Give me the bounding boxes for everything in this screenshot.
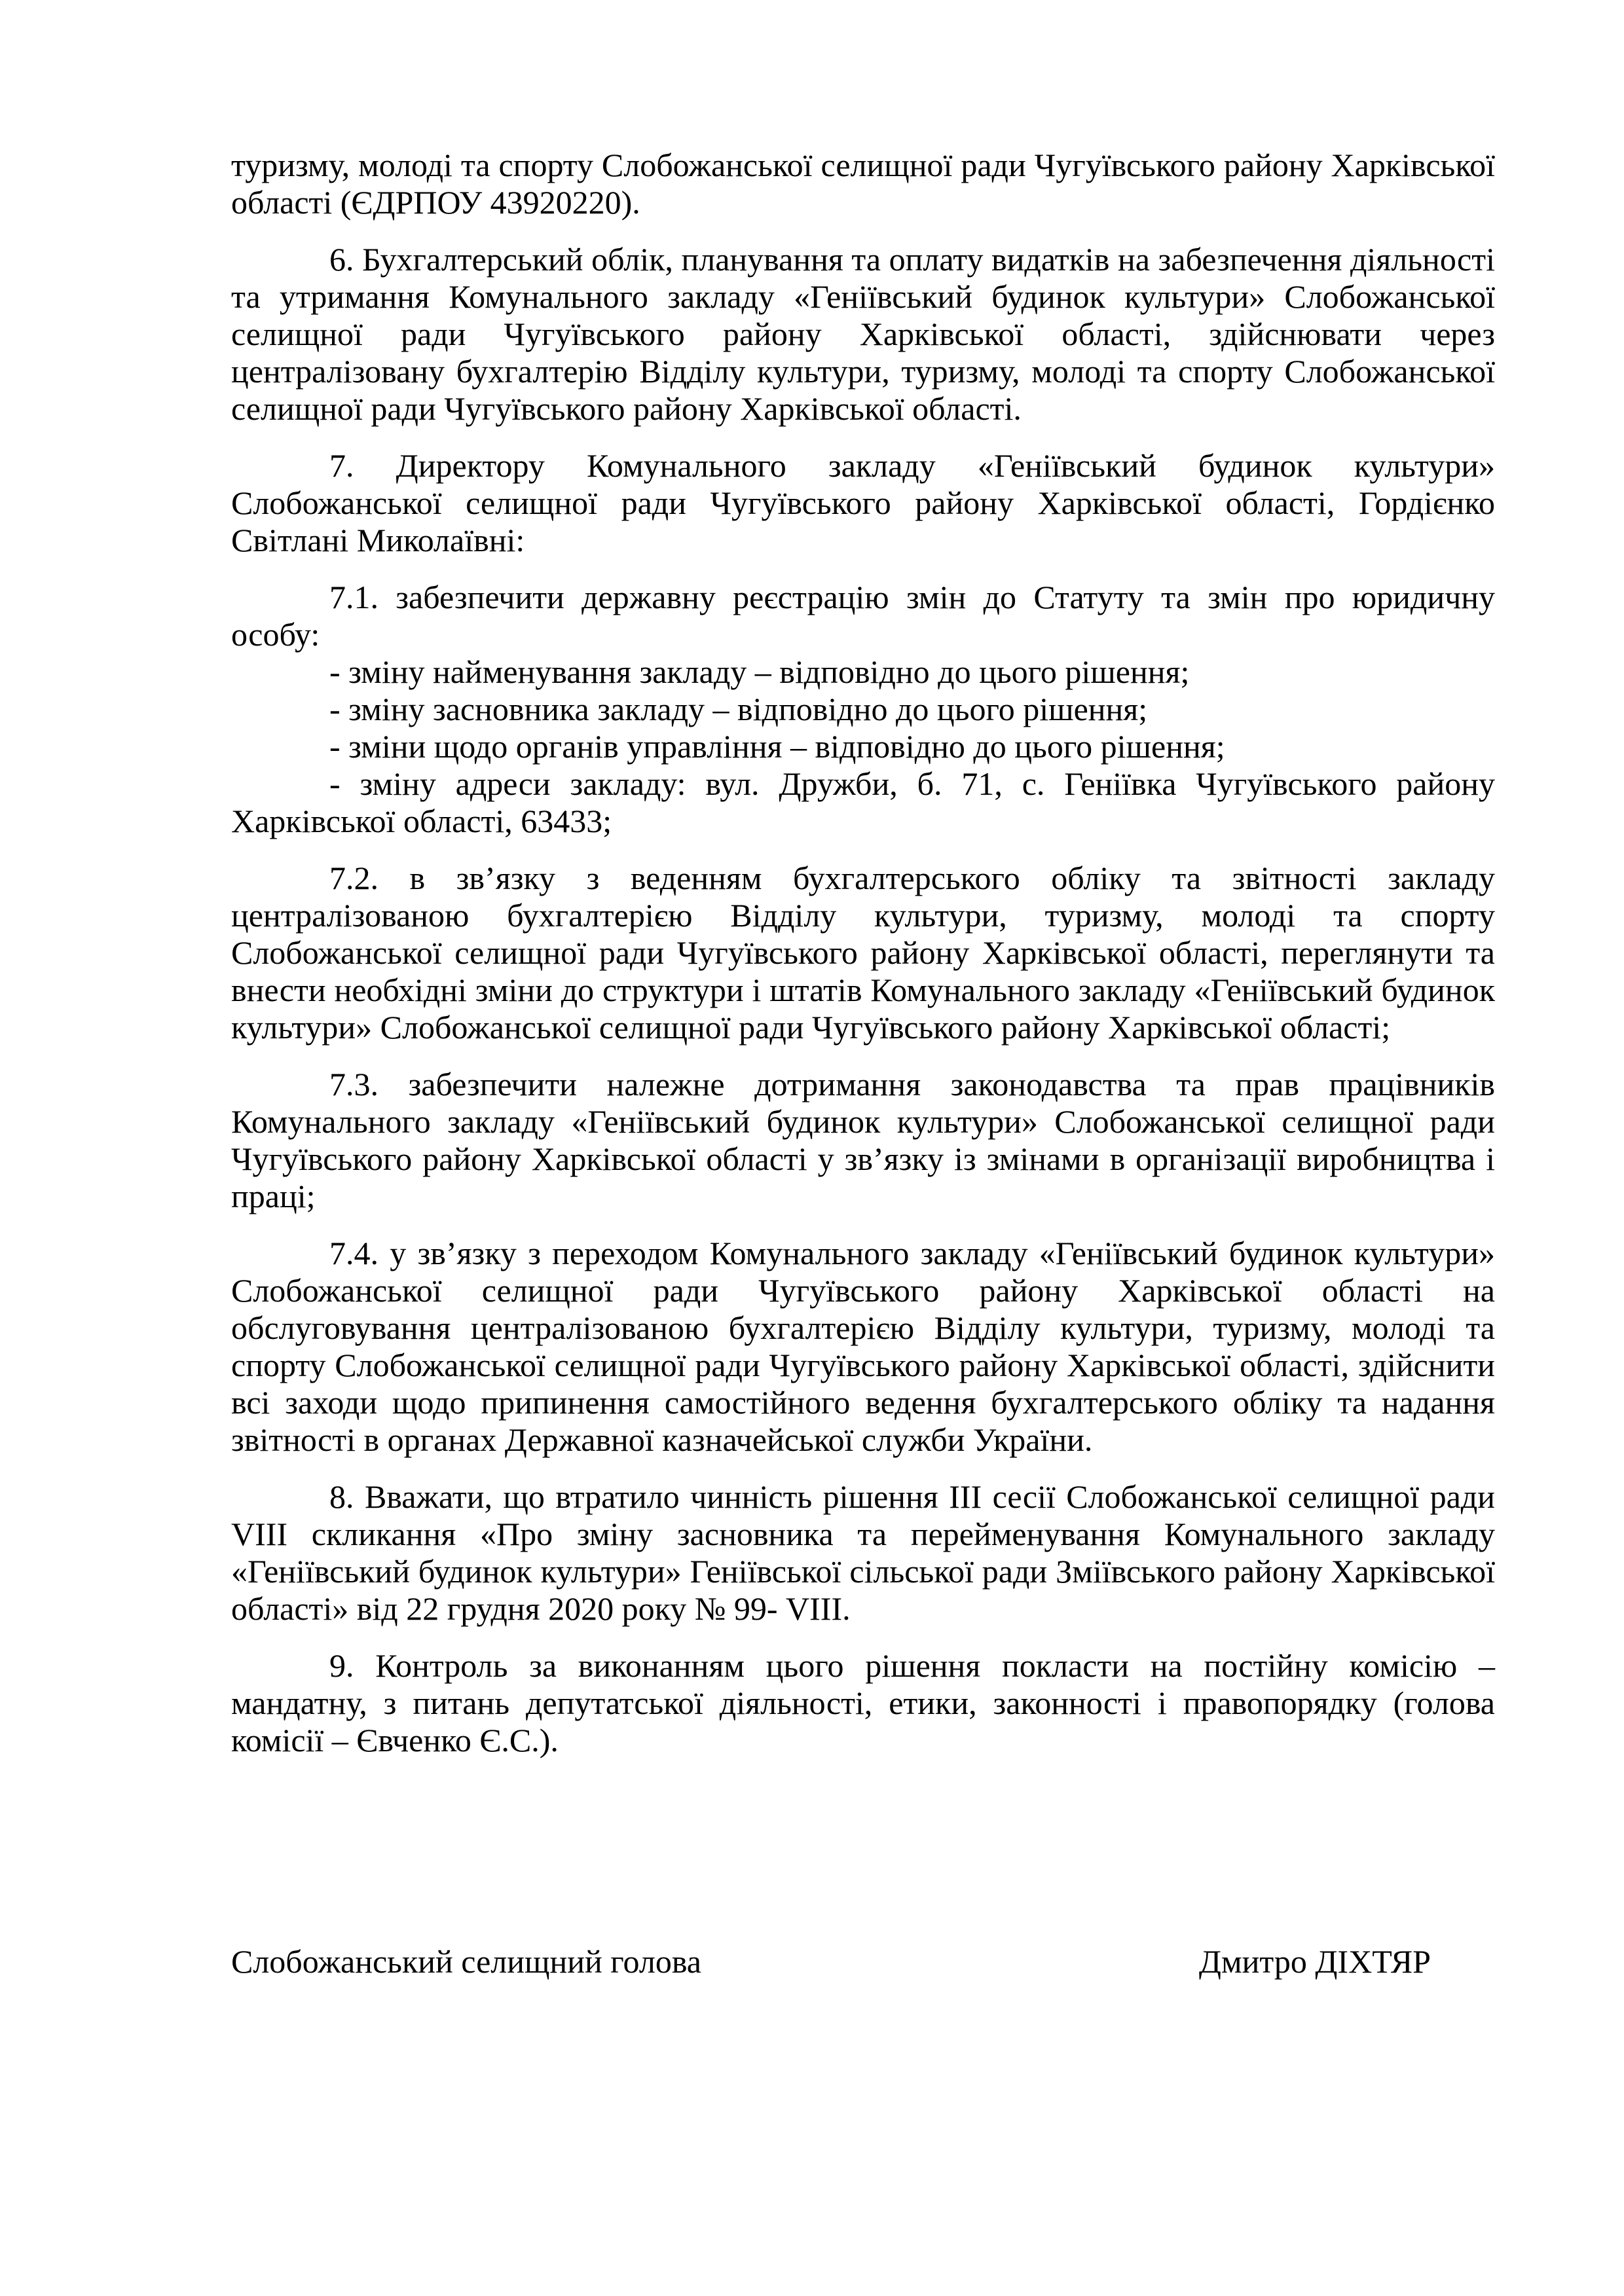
paragraph-7-1-line: - зміну засновника закладу – відповідно до цього рішення; — [329, 691, 1148, 727]
paragraph-continuation: туризму, молоді та спорту Слобожанської селищної ради Чугуївського району Харківської області (ЄДРПОУ 43920220). — [231, 147, 1495, 221]
paragraph-6: 6. Бухгалтерський облік, планування та оплату видатків на забезпечення діяльності та утримання Комунального закладу «Геніївський будинок культури» Слобожанської селищної ради Чугуївського району Харківської області, здійснювати через централізовану бухгалтерію Відділу культури, туризму, молоді та спорту Слобожанської селищної ради Чугуївського району Харківської області. — [231, 241, 1495, 427]
paragraph-7-1 — [231, 579, 1495, 840]
paragraph-7-1-line: 7.1. забезпечити державну реєстрацію змін до Статуту та змін про юридичну особу: — [231, 579, 1495, 653]
signature-name: Дмитро ДІХТЯР — [1198, 1943, 1431, 1980]
signature-position: Слобожанський селищний голова — [231, 1943, 701, 1980]
paragraph-7: 7. Директору Комунального закладу «Геніївський будинок культури» Слобожанської селищної ради Чугуївського району Харківської області, Гордієнко Світлані Миколаївні: — [231, 447, 1495, 558]
paragraph-7-1-line: - зміну найменування закладу – відповідно до цього рішення; — [329, 653, 1190, 690]
paragraph-7-1-line: - зміну адреси закладу: вул. Дружби, б. 71, с. Геніївка Чугуївського району Харківської області, 63433; — [231, 765, 1495, 839]
paragraph-8: 8. Вважати, що втратило чинність рішення ІІІ сесії Слобожанської селищної ради VIII скликання «Про зміну засновника та перейменування Комунального закладу «Геніївський будинок культури» Геніївської сільської ради Зміївського району Харківської області» від 22 грудня 2020 року № 99- VIII. — [231, 1478, 1495, 1627]
signature-block — [231, 1943, 1495, 1980]
paragraph-7-1-line: - зміни щодо органів управління – відповідно до цього рішення; — [329, 728, 1225, 765]
document-body — [231, 147, 1495, 1779]
paragraph-9: 9. Контроль за виконанням цього рішення покласти на постійну комісію – мандатну, з питань депутатської діяльності, етики, законності і правопорядку (голова комісії – Євченко Є.С.). — [231, 1647, 1495, 1758]
paragraph-7-3: 7.3. забезпечити належне дотримання законодавства та прав працівників Комунального закладу «Геніївський будинок культури» Слобожанської селищної ради Чугуївського району Харківської області у зв’язку із змінами в організації виробництва і праці; — [231, 1066, 1495, 1214]
paragraph-7-4: 7.4. у зв’язку з переходом Комунального закладу «Геніївський будинок культури» Слобожанської селищної ради Чугуївського району Харківської області на обслуговування централізованою бухгалтерією Відділу культури, туризму, молоді та спорту Слобожанської селищної ради Чугуївського району Харківської області, здійснити всі заходи щодо припинення самостійного ведення бухгалтерського обліку та надання звітності в органах Державної казначейської служби України. — [231, 1235, 1495, 1458]
paragraph-7-2: 7.2. в зв’язку з веденням бухгалтерського обліку та звітності закладу централізованою бухгалтерією Відділу культури, туризму, молоді та спорту Слобожанської селищної ради Чугуївського району Харківської області, переглянути та внести необхідні зміни до структури і штатів Комунального закладу «Геніївський будинок культури» Слобожанської селищної ради Чугуївського району Харківської області; — [231, 860, 1495, 1046]
